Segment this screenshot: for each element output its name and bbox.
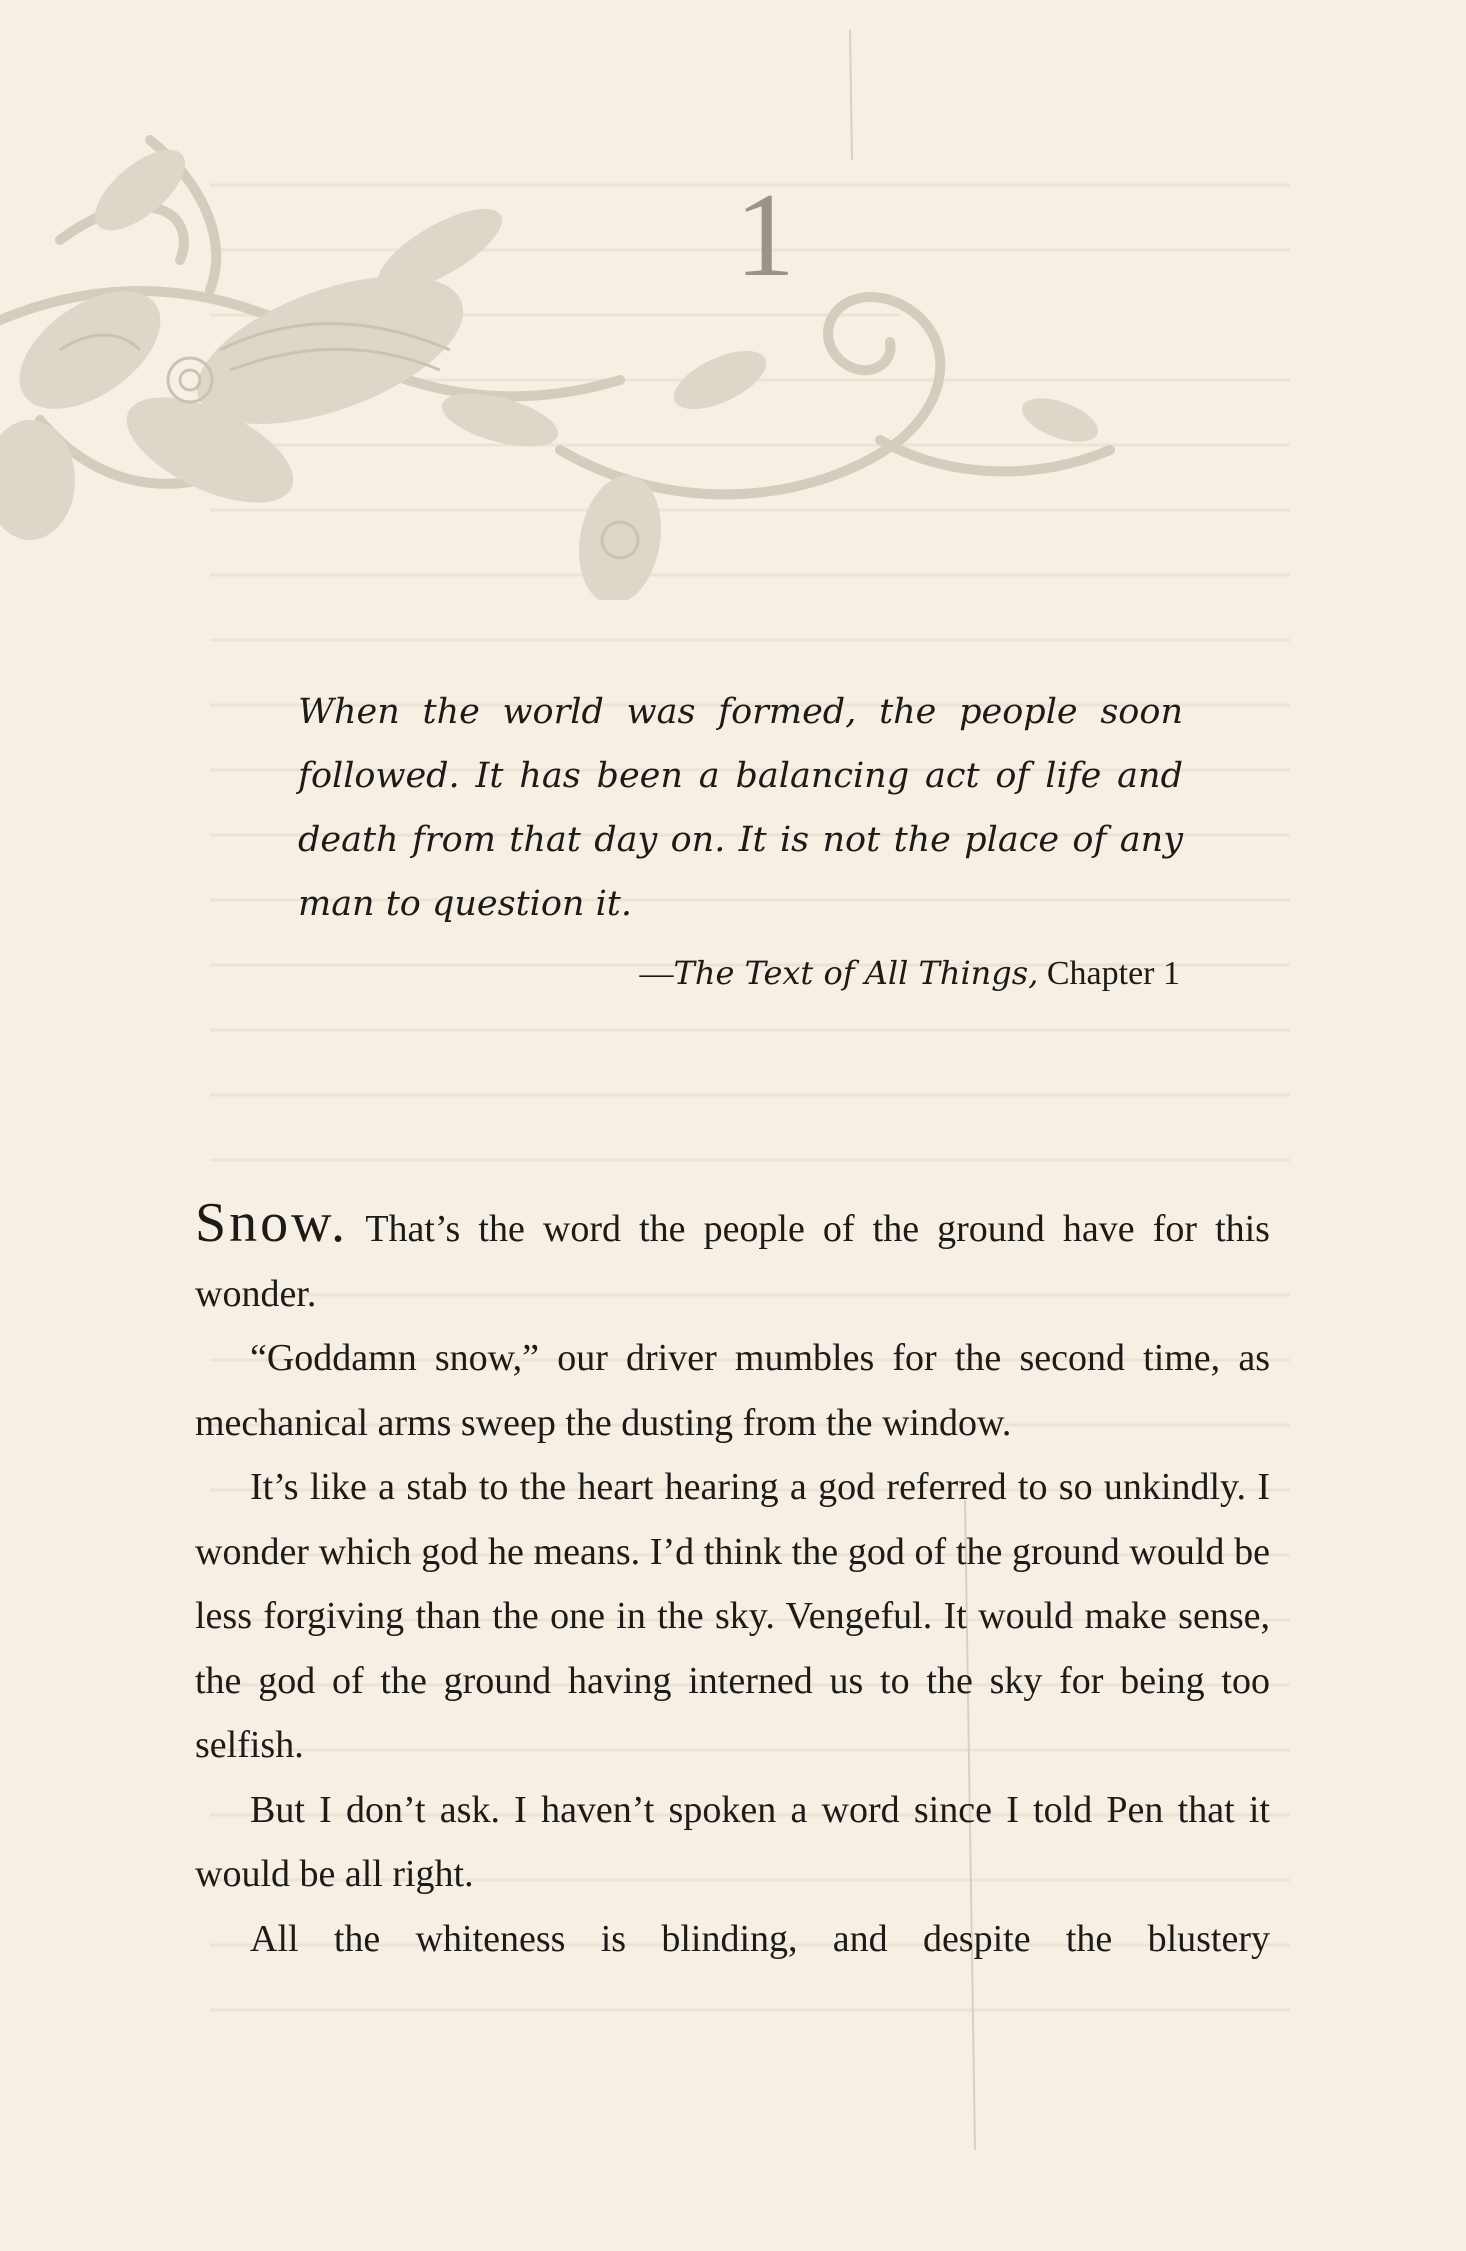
epigraph-attribution — [600, 945, 1180, 1002]
epigraph-text: When the world was formed, the people soon followed. It has been a balancing act of life and death from that day on. It is not the place of any man to question it. — [298, 692, 1183, 924]
body-paragraph: But I don’t ask. I haven’t spoken a word since I told Pen that it would be all right. — [195, 1788, 1270, 1895]
paragraph-text: That’s the word the people of the ground have for this wonder. — [195, 1208, 1270, 1315]
body-paragraph — [195, 1192, 1270, 1326]
floral-ornament — [0, 120, 1140, 600]
attribution-chapter: Chapter 1 — [1046, 955, 1180, 992]
epigraph — [298, 680, 1183, 936]
attribution-title: The Text of All Things, — [673, 954, 1039, 992]
attribution-dash: — — [639, 955, 674, 992]
chapter-number: 1 — [735, 168, 795, 301]
body-paragraph: “Goddamn snow,” our driver mumbles for the second time, as mechanical arms sweep the dusting from the window. — [195, 1337, 1270, 1444]
body-paragraph: It’s like a stab to the heart hearing a god referred to so unkindly. I wonder which god he means. I’d think the god of the ground would be less forgiving than the one in the sky. Vengeful. It would make sense, the god of the ground having interned us to the sky for being too selfish. — [195, 1466, 1270, 1766]
chapter-body — [195, 1192, 1270, 1971]
body-paragraph: All the whiteness is blinding, and despite the blustery — [250, 1917, 1270, 1960]
lead-word: Snow. — [195, 1192, 348, 1254]
